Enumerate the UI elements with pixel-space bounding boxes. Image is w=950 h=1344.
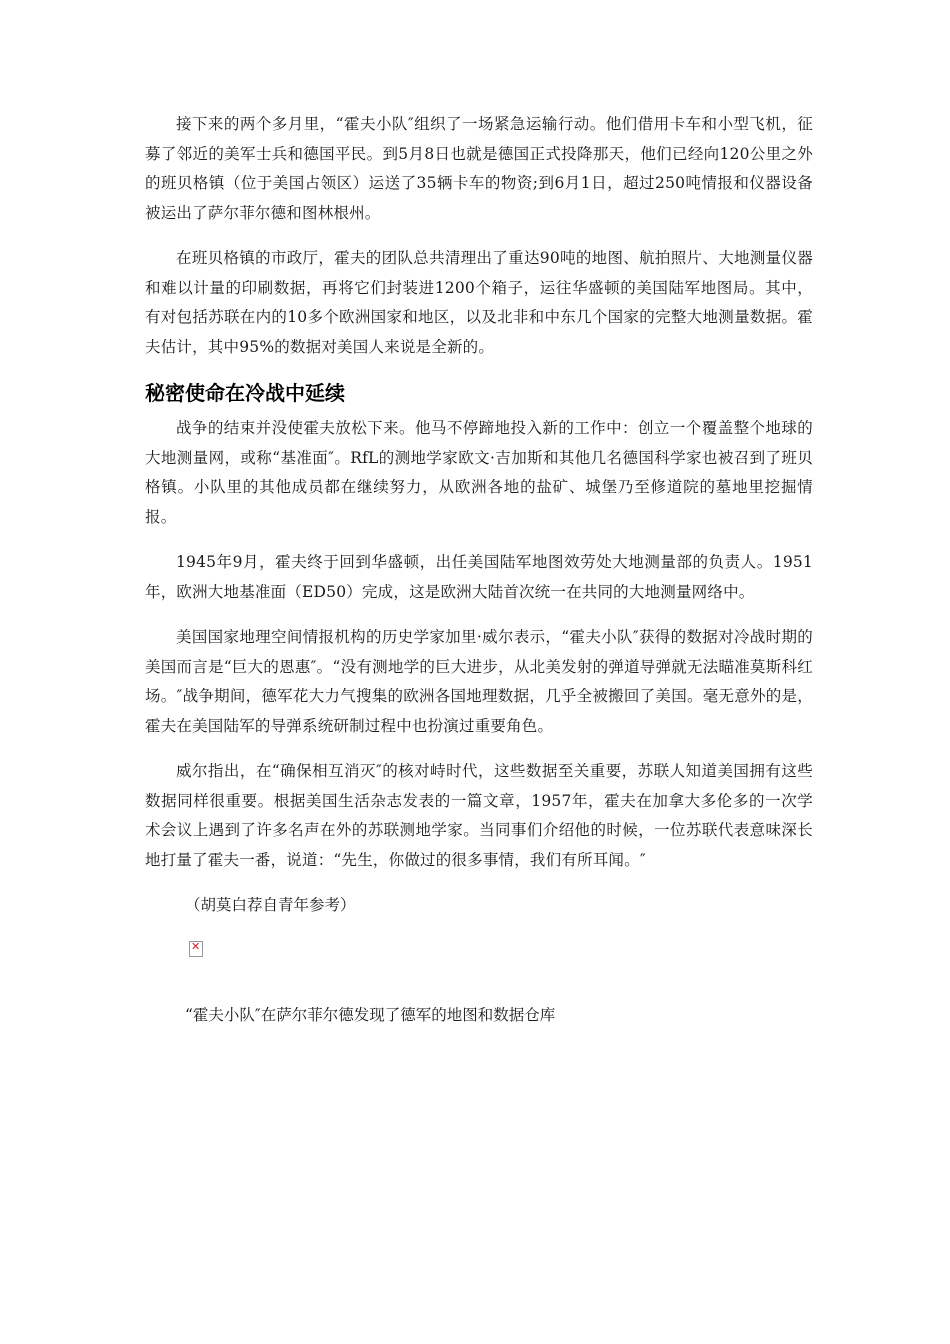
image-caption: “霍夫小队″在萨尔菲尔德发现了德军的地图和数据仓库 — [185, 1005, 556, 1024]
paragraph-after-war: 战争的结束并没使霍夫放松下来。他马不停蹄地投入新的工作中：创立一个覆盖整个地球的大地测量网，或称“基准面″。RfL的测地学家欧文·吉加斯和其他几名德国科学家也被召到了班贝格镇。小队里的其他成员都在继续努力，从欧洲各地的盐矿、城堡乃至修道院的墓地里挖掘情报。 — [145, 419, 813, 526]
article-body — [145, 110, 813, 1030]
source-note: （胡莫白荐自青年参考） — [185, 896, 356, 914]
broken-image-icon — [189, 941, 203, 957]
paragraph-cold-war: 美国国家地理空间情报机构的历史学家加里·威尔表示，“霍夫小队″获得的数据对冷战时期的美国而言是“巨大的恩惠″。“没有测地学的巨大进步，从北美发射的弹道导弹就无法瞄准莫斯科红场。″战争期间，德军花大力气搜集的欧洲各国地理数据，几乎全被搬回了美国。毫无意外的是，霍夫在美国陆军的导弹系统研制过程中也扮演过重要角色。 — [145, 628, 813, 735]
paragraph-bamberg: 在班贝格镇的市政厅，霍夫的团队总共清理出了重达90吨的地图、航拍照片、大地测量仪器和难以计量的印刷数据，再将它们封装进1200个箱子，运往华盛顿的美国陆军地图局。其中，有对包括苏联在内的10多个欧洲国家和地区，以及北非和中东几个国家的完整大地测量数据。霍夫估计，其中95%的数据对美国人来说是全新的。 — [145, 249, 813, 356]
section-title: 秘密使命在冷战中延续 — [145, 381, 345, 405]
paragraph-ed50: 1945年9月，霍夫终于回到华盛顿，出任美国陆军地图效劳处大地测量部的负责人。1951年，欧洲大地基准面（ED50）完成，这是欧洲大陆首次统一在共同的大地测量网络中。 — [145, 553, 813, 601]
paragraph-soviet: 威尔指出，在“确保相互消灭″的核对峙时代，这些数据至关重要，苏联人知道美国拥有这些数据同样很重要。根据美国生活杂志发表的一篇文章，1957年，霍夫在加拿大多伦多的一次学术会议上遇到了许多名声在外的苏联测地学家。当同事们介绍他的时候，一位苏联代表意味深长地打量了霍夫一番，说道：“先生，你做过的很多事情，我们有所耳闻。″ — [145, 762, 813, 869]
paragraph-transport: 接下来的两个多月里，“霍夫小队″组织了一场紧急运输行动。他们借用卡车和小型飞机，征募了邻近的美军士兵和德国平民。到5月8日也就是德国正式投降那天，他们已经向120公里之外的班贝格镇（位于美国占领区）运送了35辆卡车的物资;到6月1日，超过250吨情报和仪器设备被运出了萨尔菲尔德和图林根州。 — [145, 115, 813, 222]
